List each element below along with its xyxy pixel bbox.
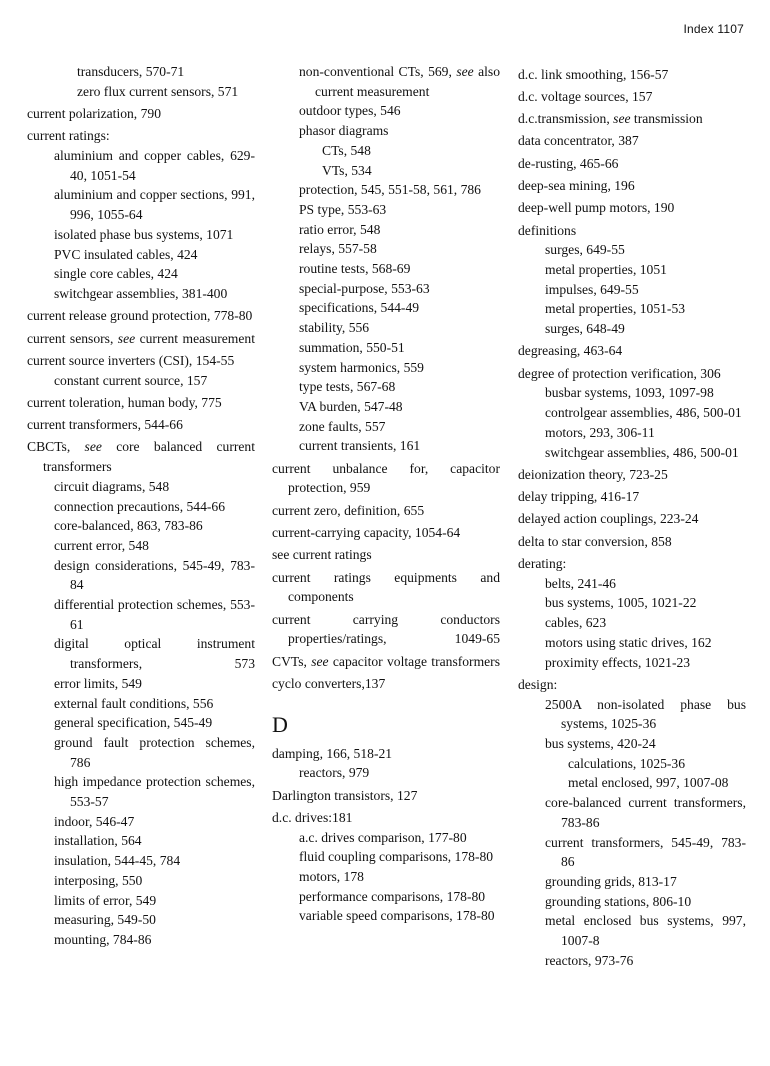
index-entry <box>27 104 255 124</box>
index-subentry <box>272 220 500 240</box>
entry-text: CBCTs, <box>27 439 85 455</box>
index-subentry <box>518 773 746 793</box>
index-subentry <box>272 847 500 867</box>
index-subentry <box>27 516 255 536</box>
entry-text: transducers, 570-71 <box>77 64 185 79</box>
entry-text: surges, 648-49 <box>545 321 625 337</box>
entry-text: current-carrying capacity, 1054-64 <box>272 524 461 540</box>
index-subentry <box>272 141 500 161</box>
entry-text: current toleration, human body, 775 <box>27 394 222 410</box>
index-subentry <box>518 653 746 673</box>
entry-text: installation, 564 <box>54 833 142 849</box>
index-subentry <box>518 443 746 463</box>
index-entry <box>27 351 255 371</box>
index-entry <box>518 131 746 151</box>
index-entry <box>272 501 500 521</box>
index-subentry <box>272 279 500 299</box>
entry-text-after: current measurement <box>135 330 255 346</box>
entry-text: impulses, 649-55 <box>545 281 639 297</box>
index-subentry <box>518 423 746 443</box>
entry-text-after: core balanced current transformers <box>43 439 255 475</box>
entry-text: stability, 556 <box>299 320 370 336</box>
index-subentry <box>518 319 746 339</box>
entry-text: degreasing, 463-64 <box>518 343 623 359</box>
index-subentry <box>27 851 255 871</box>
entry-text: relays, 557-58 <box>299 241 377 257</box>
index-entry <box>272 610 500 649</box>
index-subentry <box>518 280 746 300</box>
entry-text: connection precautions, 544-66 <box>54 498 226 514</box>
index-entry <box>272 523 500 543</box>
entry-text: current ratings: <box>27 128 110 144</box>
entry-text: damping, 166, 518-21 <box>272 745 393 761</box>
entry-text: phasor diagrams <box>299 123 389 139</box>
index-entry <box>518 221 746 241</box>
index-entry <box>518 675 746 695</box>
index-subentry <box>272 417 500 437</box>
index-entry <box>272 786 500 806</box>
entry-text: deep-well pump motors, 190 <box>518 200 675 216</box>
index-subentry <box>272 887 500 907</box>
index-entry <box>518 154 746 174</box>
index-subentry <box>27 497 255 517</box>
index-subentry <box>27 871 255 891</box>
index-entry <box>27 306 255 326</box>
entry-text: differential protection schemes, 553-61 <box>54 597 255 632</box>
entry-text: degree of protection verification, 306 <box>518 365 721 381</box>
entry-text-after: transmission <box>630 111 703 127</box>
index-subentry <box>272 377 500 397</box>
index-subentry <box>272 239 500 259</box>
entry-text: calculations, 1025-36 <box>568 755 686 771</box>
entry-text: insulation, 544-45, 784 <box>54 853 181 869</box>
index-entry <box>27 437 255 476</box>
entry-text: performance comparisons, 178-80 <box>299 888 486 904</box>
see-reference: see <box>613 111 631 127</box>
entry-text: VTs, 534 <box>322 162 372 178</box>
index-subentry <box>272 318 500 338</box>
index-subentry <box>518 633 746 653</box>
index-subentry <box>518 754 746 774</box>
index-subentry <box>27 225 255 245</box>
index-entry <box>518 465 746 485</box>
index-entry <box>518 65 746 85</box>
entry-text: grounding grids, 813-17 <box>545 873 677 889</box>
entry-text: current sensors, <box>27 330 118 346</box>
index-subentry <box>518 299 746 319</box>
entry-text: cables, 623 <box>545 615 607 631</box>
index-subentry <box>272 259 500 279</box>
index-subentry <box>27 812 255 832</box>
index-entry <box>272 459 500 498</box>
index-entry <box>518 509 746 529</box>
entry-text: current error, 548 <box>54 537 149 553</box>
index-subentry <box>272 200 500 220</box>
entry-text: metal properties, 1051 <box>545 262 667 278</box>
index-column-1 <box>27 62 255 950</box>
entry-text: measuring, 549-50 <box>54 912 156 928</box>
entry-text: limits of error, 549 <box>54 892 157 908</box>
entry-text: aluminium and copper sections, 991, 996, 1055-64 <box>54 187 255 223</box>
entry-text: specifications, 544-49 <box>299 300 420 316</box>
entry-text: current release ground protection, 778-80 <box>27 308 253 324</box>
entry-text: aluminium and copper cables, 629-40, 1051-54 <box>54 148 255 183</box>
index-subentry <box>27 556 255 595</box>
index-subentry <box>518 734 746 754</box>
index-subentry <box>518 240 746 260</box>
index-subentry <box>272 358 500 378</box>
index-column-2 <box>272 62 500 926</box>
entry-text: controlgear assemblies, 486, 500-01 <box>545 405 742 421</box>
entry-text: deep-sea mining, 196 <box>518 178 635 194</box>
entry-text: zone faults, 557 <box>299 418 386 434</box>
entry-text: delta to star conversion, 858 <box>518 533 672 549</box>
index-entry <box>27 329 255 349</box>
index-entry <box>518 487 746 507</box>
entry-text: external fault conditions, 556 <box>54 695 214 711</box>
entry-text: ratio error, 548 <box>299 221 381 237</box>
entry-text: ground fault protection schemes, 786 <box>54 734 255 770</box>
index-entry <box>272 545 500 565</box>
running-title: Index 1107 <box>683 22 744 36</box>
index-subentry <box>27 536 255 556</box>
entry-text: system harmonics, 559 <box>299 359 424 375</box>
index-subentry <box>518 911 746 950</box>
index-subentry <box>518 793 746 832</box>
entry-text: definitions <box>518 222 577 238</box>
entry-text: current carrying conductors properties/ratings, 1049-65 <box>272 611 500 647</box>
index-subentry <box>272 101 500 121</box>
index-subentry <box>27 371 255 391</box>
entry-text: belts, 241-46 <box>545 575 616 591</box>
index-entry <box>272 808 500 828</box>
index-entry <box>27 126 255 146</box>
entry-text: switchgear assemblies, 486, 500-01 <box>545 444 739 460</box>
entry-text: derating: <box>518 556 567 572</box>
index-entry <box>518 109 746 129</box>
entry-text: type tests, 567-68 <box>299 379 396 395</box>
entry-text: PS type, 553-63 <box>299 201 387 217</box>
index-subentry <box>518 872 746 892</box>
entry-text: PVC insulated cables, 424 <box>54 246 198 262</box>
entry-text: motors using static drives, 162 <box>545 634 712 650</box>
index-subentry <box>272 397 500 417</box>
index-subentry <box>272 62 500 101</box>
index-entry <box>518 364 746 384</box>
index-entry <box>518 341 746 361</box>
entry-text: 2500A non-isolated phase bus systems, 1025-36 <box>545 696 746 732</box>
index-entry <box>27 393 255 413</box>
index-subentry <box>27 930 255 950</box>
entry-text: cyclo converters,137 <box>272 675 386 691</box>
index-subentry <box>27 477 255 497</box>
index-subentry <box>272 298 500 318</box>
index-subentry <box>272 763 500 783</box>
entry-text: reactors, 979 <box>299 765 370 781</box>
index-entry <box>518 87 746 107</box>
entry-text: current unbalance for, capacitor protection, 959 <box>272 460 500 496</box>
entry-text: current zero, definition, 655 <box>272 502 425 518</box>
entry-text: see current ratings <box>272 547 372 563</box>
index-entry <box>518 176 746 196</box>
index-subentry <box>27 146 255 185</box>
entry-text: summation, 550-51 <box>299 339 405 355</box>
see-reference: see <box>117 330 136 346</box>
entry-text: motors, 178 <box>299 868 364 884</box>
index-subentry <box>518 833 746 872</box>
entry-text: current transformers, 544-66 <box>27 417 183 433</box>
entry-text-after: also current measurement <box>315 64 500 99</box>
entry-text: de-rusting, 465-66 <box>518 155 619 171</box>
entry-text: design: <box>518 676 558 692</box>
entry-text: core-balanced, 863, 783-86 <box>54 518 203 534</box>
index-subentry <box>27 82 255 102</box>
index-subentry <box>27 245 255 265</box>
entry-text: design considerations, 545-49, 783-84 <box>54 557 255 593</box>
entry-text: metal properties, 1051-53 <box>545 301 686 317</box>
entry-text: grounding stations, 806-10 <box>545 893 692 909</box>
entry-text: routine tests, 568-69 <box>299 261 411 277</box>
entry-text: bus systems, 420-24 <box>545 736 656 751</box>
entry-text: a.c. drives comparison, 177-80 <box>299 829 467 845</box>
entry-text: current source inverters (CSI), 154-55 <box>27 352 235 368</box>
index-entry <box>27 415 255 435</box>
entry-text: isolated phase bus systems, 1071 <box>54 226 234 242</box>
index-subentry <box>518 892 746 912</box>
index-subentry <box>518 383 746 403</box>
index-entry <box>518 198 746 218</box>
index-subentry <box>518 951 746 971</box>
index-subentry <box>272 906 500 926</box>
entry-text: high impedance protection schemes, 553-57 <box>54 774 255 810</box>
entry-text: bus systems, 1005, 1021-22 <box>545 595 697 611</box>
entry-text: d.c. link smoothing, 156-57 <box>518 66 669 82</box>
index-subentry <box>518 593 746 613</box>
index-subentry <box>27 891 255 911</box>
section-letter: D <box>272 711 288 737</box>
entry-text: Darlington transistors, 127 <box>272 787 418 803</box>
see-reference: see <box>84 439 102 455</box>
entry-text: fluid coupling comparisons, 178-80 <box>299 849 494 865</box>
entry-text: indoor, 546-47 <box>54 813 135 829</box>
entry-text: general specification, 545-49 <box>54 715 213 731</box>
entry-text-after: capacitor voltage transformers <box>328 653 501 669</box>
entry-text: deionization theory, 723-25 <box>518 466 668 482</box>
see-reference: see <box>456 64 474 79</box>
entry-text: VA burden, 547-48 <box>299 398 403 414</box>
index-subentry <box>27 185 255 224</box>
entry-text: current transformers, 545-49, 783-86 <box>545 834 746 870</box>
entry-text: current ratings equipments and components <box>272 569 500 605</box>
entry-text: metal enclosed, 997, 1007-08 <box>568 775 729 791</box>
index-subentry <box>272 121 500 141</box>
index-subentry <box>27 595 255 634</box>
index-subentry <box>27 831 255 851</box>
index-subentry <box>27 62 255 82</box>
index-subentry <box>272 161 500 181</box>
entry-text: protection, 545, 551-58, 561, 786 <box>299 182 481 198</box>
entry-text: non-conventional CTs, 569, <box>299 64 457 79</box>
see-reference: see <box>311 653 329 669</box>
index-subentry <box>27 733 255 772</box>
entry-text: motors, 293, 306-11 <box>545 424 655 440</box>
index-subentry <box>272 828 500 848</box>
entry-text: switchgear assemblies, 381-400 <box>54 285 228 301</box>
entry-text: core-balanced current transformers, 783-86 <box>545 795 746 830</box>
index-entry <box>272 674 500 694</box>
entry-text: circuit diagrams, 548 <box>54 478 170 494</box>
index-subentry <box>518 260 746 280</box>
index-subentry <box>27 264 255 284</box>
index-entry <box>518 554 746 574</box>
index-subentry <box>272 338 500 358</box>
index-subentry <box>518 695 746 734</box>
entry-text: reactors, 973-76 <box>545 952 634 968</box>
index-subentry <box>272 867 500 887</box>
entry-text: CTs, 548 <box>322 142 371 158</box>
index-subentry <box>27 634 255 673</box>
entry-text: d.c.transmission, <box>518 111 614 127</box>
index-column-3 <box>518 62 746 970</box>
index-entry <box>518 532 746 552</box>
index-entry <box>272 652 500 672</box>
entry-text: outdoor types, 546 <box>299 103 401 119</box>
entry-text: busbar systems, 1093, 1097-98 <box>545 385 714 401</box>
entry-text: error limits, 549 <box>54 675 142 691</box>
index-subentry <box>272 180 500 200</box>
entry-text: current polarization, 790 <box>27 106 161 121</box>
entry-text: zero flux current sensors, 571 <box>77 83 239 99</box>
entry-text: current transients, 161 <box>299 438 421 454</box>
entry-text: proximity effects, 1021-23 <box>545 654 691 670</box>
entry-text: surges, 649-55 <box>545 242 625 258</box>
entry-text: delayed action couplings, 223-24 <box>518 511 699 527</box>
entry-text: special-purpose, 553-63 <box>299 280 430 296</box>
index-subentry <box>518 613 746 633</box>
entry-text: digital optical instrument transformers, 573 <box>54 636 255 672</box>
entry-text: data concentrator, 387 <box>518 133 639 149</box>
index-subentry <box>27 713 255 733</box>
index-subentry <box>518 403 746 423</box>
entry-text: delay tripping, 416-17 <box>518 489 640 505</box>
entry-text: interposing, 550 <box>54 872 143 888</box>
entry-text: d.c. drives:181 <box>272 809 353 825</box>
index-entry <box>272 744 500 764</box>
index-subentry <box>272 436 500 456</box>
entry-text: CVTs, <box>272 653 312 669</box>
entry-text: d.c. voltage sources, 157 <box>518 88 653 104</box>
entry-text: single core cables, 424 <box>54 266 178 282</box>
entry-text: variable speed comparisons, 178-80 <box>299 908 495 924</box>
index-subentry <box>27 694 255 714</box>
index-subentry <box>27 674 255 694</box>
index-subentry <box>27 772 255 811</box>
index-subentry <box>27 910 255 930</box>
index-subentry <box>27 284 255 304</box>
entry-text: mounting, 784-86 <box>54 931 152 947</box>
index-entry <box>272 568 500 607</box>
index-subentry <box>518 574 746 594</box>
entry-text: constant current source, 157 <box>54 372 208 388</box>
entry-text: metal enclosed bus systems, 997, 1007-8 <box>545 913 746 949</box>
